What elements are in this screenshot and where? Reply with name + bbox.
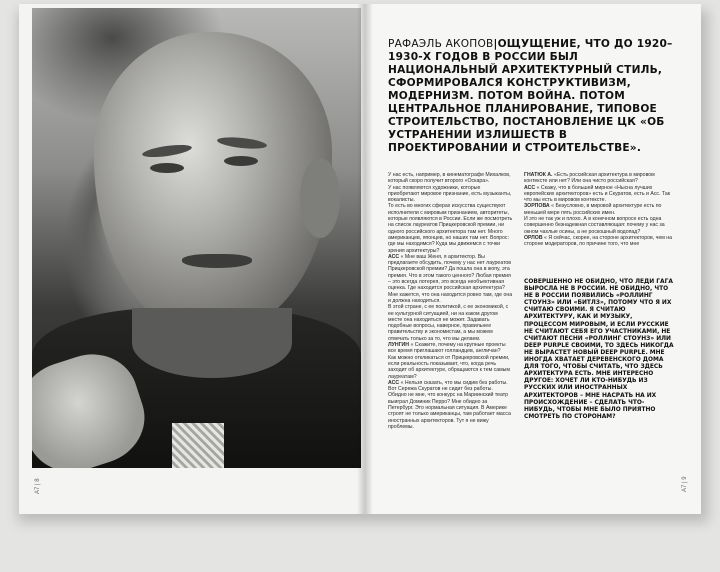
paragraph-text: « Скажу, что в большей мирное «Нысна лучших европейских архитекторов» есть и Скуратов, есть и Асс. Так что мы есть в мировом контексте.: [524, 184, 670, 204]
speaker-name: ЛУНГИН: [388, 342, 410, 349]
photo-eye-right: [224, 156, 258, 166]
speaker-name: ОРЛОВ: [524, 234, 543, 241]
paragraph-text: « Мне ваш Женя, я архитектор. Вы предлагаете обсудить, почему у нас нет лауреатов Прицкеровской премии? Да пошла она в жопу, эта премия. Что в этом такого ценного? Любая премия – это всегда лотерея, это всегда необъективная оценка. Где находится российская архитектура? Мне кажется, что она находится ровно там, где она и должна находиться.: [388, 253, 513, 304]
page-number-left: А7 | 8: [35, 478, 41, 494]
paragraph-text: У нас появляются художники, которые приобретают мировое признание, есть музыканты, вокалисты.: [388, 184, 512, 204]
body-paragraph: [388, 185, 513, 204]
body-paragraph: [524, 185, 676, 204]
body-column-left: [388, 172, 513, 430]
left-page: [19, 4, 364, 514]
pull-quote: СОВЕРШЕННО НЕ ОБИДНО, ЧТО ЛЕДИ ГАГА ВЫРОСЛА НЕ В РОССИИ. НЕ ОБИДНО, ЧТО НЕ В РОССИИ ПОЯВИЛИСЬ «РОЛЛИНГ СТОУНЗ» ИЛИ «БИТЛЗ», ПОТОМУ ЧТО Я ИХ СЧИТАЮ СВОИМИ. Я СЧИТАЮ АРХИТЕКТУРУ, КАК И МУЗЫКУ, ПРОЦЕССОМ МИРОВЫМ, И ЕСЛИ РУССКИЕ НЕ СЧИТАЮТ СЕБЯ ЕГО УЧАСТНИКАМИ, НЕ СЧИТАЮТ ПЕСНИ «РОЛЛИНГ СТОУНЗ» ИЛИ DEEP PURPLE СВОИМИ, ТО ЗДЕСЬ НИКОГДА НЕ ВЫРАСТЕТ НОВЫЙ DEEP PURPLE. МНЕ ИНОГДА ХВАТАЕТ ДЕРЕВЕНСКОГО ДОМА ДЛЯ ТОГО, ЧТОБЫ СЧИТАТЬ, ЧТО ЗДЕСЬ АРХИТЕКТУРА ЕСТЬ. МНЕ ИНТЕРЕСНО ДРУГОЕ: ХОЧЕТ ЛИ КТО-НИБУДЬ ИЗ РУССКИХ ИЛИ ИНОСТРАННЫХ АРХИТЕКТОРОВ – МНЕ НАСРАТЬ НА ИХ ПРОИСХОЖДЕНИЕ – СДЕЛАТЬ ЧТО-НИБУДЬ, ЧТОБЫ МНЕ БЫЛО ПРИЯТНО СМОТРЕТЬ ПО СТОРОНАМ?: [524, 279, 674, 420]
speaker-name: АСС: [388, 379, 400, 386]
body-paragraph: [388, 254, 513, 304]
body-paragraph: [388, 172, 513, 185]
right-page: [364, 4, 701, 514]
body-paragraph: [388, 380, 513, 393]
body-paragraph: [388, 342, 513, 355]
paragraph-text: Как можно откликаться от Прицкеровской премии, если реальность показывает, что, когда речь заходит об архитектуре, обращаются к тем самым лауреатам?: [388, 354, 510, 380]
paragraph-text: В этой стране, с ее политикой, с ее экономикой, с ее культурной ситуацией, ни на каком другом месте она находиться не может. Задавать подобные вопросы, наверное, правильнее правительству и экономистам, а мы можем отвечать только за то, что мы делаем.: [388, 304, 509, 342]
spine-gutter: [357, 4, 373, 514]
author-name: РАФАЭЛЬ АКОПОВ: [388, 38, 494, 50]
photo-mouth: [182, 254, 252, 268]
body-column-right: [524, 172, 676, 248]
body-paragraph: [388, 203, 513, 253]
paragraph-text: « Я сейчас, скорее, на стороне архитекторов, чем на стороне модераторов, по причине того, что мне: [524, 234, 672, 248]
author-separator: |: [493, 38, 498, 50]
body-paragraph: [388, 355, 513, 380]
photo-eye-left: [150, 163, 184, 173]
page-number-right: А7 | 9: [682, 476, 688, 492]
paragraph-text: « Нельзя сказать, что мы сидим без работы. Вот Сережа Скуратов не сидит без работы.: [388, 379, 508, 393]
paragraph-text: « Скажите, почему на крупные проекты все время приглашают голландцев, англичан?: [388, 342, 506, 355]
photo-collar: [132, 308, 292, 378]
body-paragraph: [524, 203, 676, 216]
body-paragraph: [388, 304, 513, 342]
photo-head: [94, 32, 332, 332]
paragraph-text: Обидно не мне, что конкурс на Мариинский театр выиграл Доминик Перро? Мне обидно за Петербург. Это нормальная ситуация. В Америке строят не только американцы, там работает масса иностранных архитекторов. Тут я не вижу проблемы.: [388, 392, 511, 430]
paragraph-text: « Безусловно, в мировой архитектуре есть по меньшей мере пять российских имен.: [524, 203, 662, 216]
headline-text: ОЩУЩЕНИЕ, ЧТО ДО 1920–1930-Х ГОДОВ В РОССИИ БЫЛ НАЦИОНАЛЬНЫЙ АРХИТЕКТУРНЫЙ СТИЛЬ, СФОРМИРОВАЛСЯ КОНСТРУКТИВИЗМ, МОДЕРНИЗМ. ПОТОМ ВОЙНА. ПОТОМ ЦЕНТРАЛЬНОЕ ПЛАНИРОВАНИЕ, ТИПОВОЕ СТРОИТЕЛЬСТВО, ПОСТАНОВЛЕНИЕ ЦК «ОБ УСТРАНЕНИИ ИЗЛИШЕСТВ В ПРОЕКТИРОВАНИИ И СТРОИТЕЛЬСТВЕ».: [388, 38, 673, 154]
body-paragraph: [388, 392, 513, 430]
paragraph-text: «Есть российская архитектура в мировом контексте или нет? Или она чисто российская?: [524, 172, 655, 185]
paragraph-text: То есть во многих сферах искусства существуют исполнители с мировым признанием, авторитеты, которые появляются в России. Если же посмотреть на список лауреатов Прицкеровской премии, ни одного российского архитектора там нет. Много американцев, японцев, но наших там нет. Вопрос: где мы находимся? Куда мы движемся с точки зрения архитектуры?: [388, 203, 513, 254]
speaker-name: ЗОРПОВА: [524, 203, 550, 210]
article-headline: [388, 38, 678, 155]
speaker-name: АСС: [524, 184, 536, 191]
portrait-photo: [32, 8, 361, 468]
magazine-spread: [19, 4, 701, 514]
photo-ear: [300, 158, 340, 238]
body-paragraph: [524, 172, 676, 185]
paragraph-text: И это не так уж и плохо. А в конечном вопросе есть одна совершенно безнадежная составляющая: почему у нас за окном чахлые осины, а не роскошный водопад?: [524, 216, 665, 235]
photo-scarf: [172, 423, 224, 468]
body-paragraph: [524, 216, 676, 235]
speaker-name: ГНАТЮК А.: [524, 172, 553, 178]
paragraph-text: У нас есть, например, в кинематографе Михалков, который скоро получит второго «Оскара».: [388, 172, 511, 185]
body-paragraph: [524, 235, 676, 248]
speaker-name: АСС: [388, 253, 400, 260]
